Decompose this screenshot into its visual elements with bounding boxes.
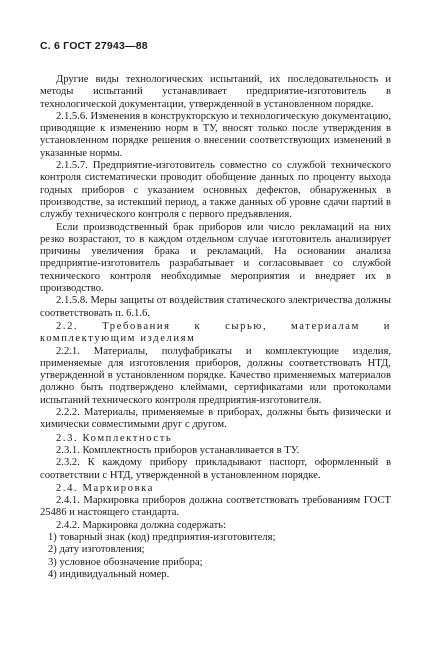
clause-2-2-2: 2.2.2. Материалы, применяемые в приборах, должны быть физически и химически совместимыми друг с другом. xyxy=(40,407,391,431)
list-item: 2) дату изготовления; xyxy=(48,544,145,556)
list-item: 3) условное обозначение прибора; xyxy=(48,556,203,568)
clause-2-1-5-8: 2.1.5.8. Меры защиты от воздействия статического электричества должны соответствовать п. 6.1.6. xyxy=(40,295,391,319)
section-2-4-heading: 2.4. Маркировка xyxy=(56,482,155,494)
clause-2-3-2: 2.3.2. К каждому прибору прикладывают паспорт, оформленный в соответствии с НТД, утвержденной в установленном порядке. xyxy=(40,457,391,481)
page-header: С. 6 ГОСТ 27943—88 xyxy=(40,40,148,52)
paragraph-other-tests: Другие виды технологических испытаний, их последовательность и методы испытаний устанавливает предприятие-изготовитель в технологической документации, утвержденной в установленном порядке. xyxy=(40,74,391,110)
section-2-3-heading: 2.3. Комплектность xyxy=(56,432,173,444)
clause-2-3-1: 2.3.1. Комплектность приборов устанавливается в ТУ. xyxy=(56,444,300,456)
list-item: 4) индивидуальный номер. xyxy=(48,568,170,580)
clause-2-2-1: 2.2.1. Материалы, полуфабрикаты и комплектующие изделия, применяемые для изготовления приборов, должны соответствовать НТД, утвержденной в установленном порядке. Качество применяемых материалов должно быть подтверждено клеймами, сертификатами или протоколами испытаний технического контроля предприятия-изготовителя. xyxy=(40,345,391,406)
clause-2-1-5-7: 2.1.5.7. Предприятие-изготовитель совместно со службой технического контроля систематически проводит обобщение данных по проценту выхода годных приборов с указанием основных дефектов, обнаруженных в производстве, за истекший период, а также данных об уровне сдачи партий в службу технического контроля с первого предъявления. xyxy=(40,160,391,221)
clause-2-4-1: 2.4.1. Маркировка приборов должна соответствовать требованиям ГОСТ 25486 и настоящего стандарта. xyxy=(40,495,391,519)
list-item: 1) товарный знак (код) предприятия-изготовителя; xyxy=(48,531,276,543)
document-body xyxy=(40,74,391,581)
clause-2-4-2: 2.4.2. Маркировка должна содержать: xyxy=(56,519,227,531)
clause-2-1-5-6: 2.1.5.6. Изменения в конструкторскую и технологическую документацию, приводящие к изменению норм в ТУ, вносят только после утверждения в установленном порядке решения о внесении соответствующих изменений в указанные нормы. xyxy=(40,110,391,159)
section-2-2-heading: 2.2. Требования к сырью, материалам и комплектующим изделиям xyxy=(40,320,391,345)
paragraph-defects-analysis: Если производственный брак приборов или число рекламаций на них резко возрастают, то в каждом отдельном случае изготовитель анализирует причины увеличения брака и рекламаций. На основании анализа предприятие-изготовитель разрабатывает и согласовывает со службой технического контроля необходимые мероприятия и внедряет их в производство. xyxy=(40,221,391,295)
